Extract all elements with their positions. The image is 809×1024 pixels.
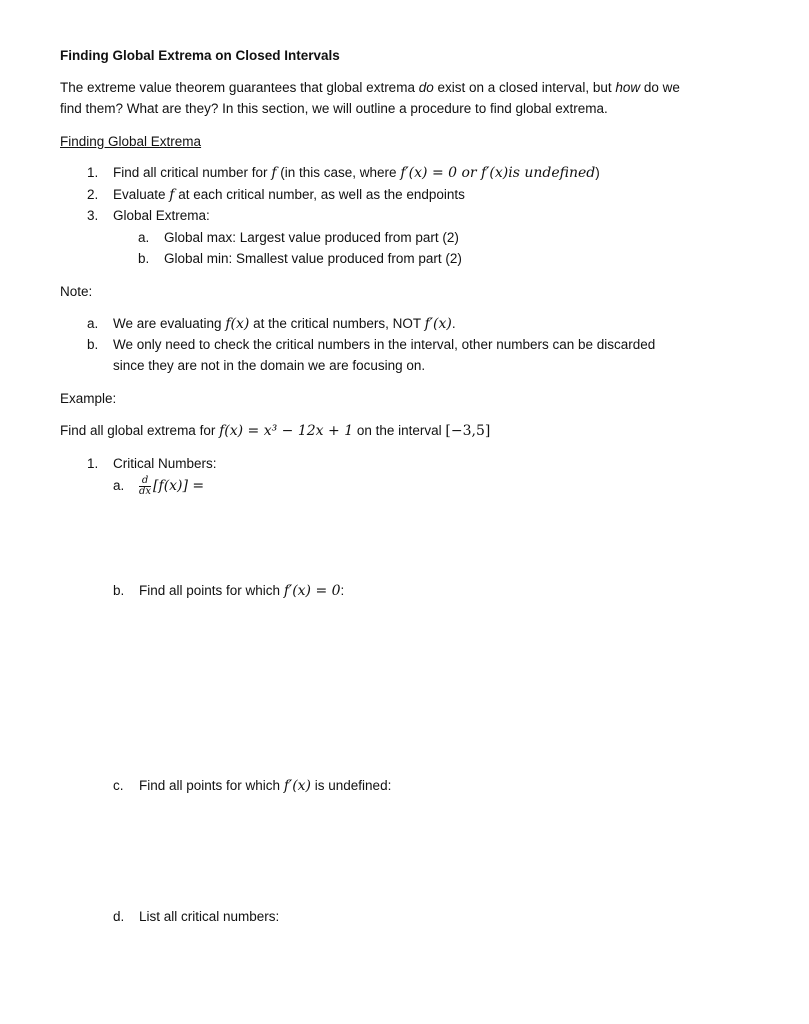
example-item-a (113, 476, 204, 497)
math-fprime: f′(x) (283, 778, 312, 794)
intro-paragraph-line2: find them? What are they? In this section, we will outline a procedure to find global extrema. (60, 101, 608, 116)
example-problem (60, 423, 490, 439)
note-item-b (87, 337, 655, 352)
math-f: f (271, 165, 277, 181)
math-condition: f′(x) = 0 or f′(x)is undefined (400, 165, 596, 181)
item-letter: c. (113, 778, 124, 793)
sub-letter: b. (138, 251, 150, 266)
example-text: on the interval (353, 423, 446, 438)
step-text: (in this case, where (276, 165, 401, 180)
procedure-step-2 (87, 187, 465, 203)
note-item-b-line2: since they are not in the domain we are focusing on. (113, 358, 426, 373)
example-label: Example: (60, 391, 117, 406)
math-derivative-expr: [f(x)] = (153, 478, 205, 495)
item-letter: a. (113, 478, 125, 494)
item-text: List all critical numbers: (139, 909, 280, 924)
sub-letter: a. (138, 230, 150, 245)
step-text: Find all critical number for (113, 165, 272, 180)
example-item-c (113, 778, 391, 794)
item-text: is undefined: (311, 778, 392, 793)
step-text: Critical Numbers: (113, 456, 217, 471)
procedure-step-3 (87, 208, 210, 223)
math-fprime-zero: f′(x) = 0 (283, 583, 341, 599)
page-title: Finding Global Extrema on Closed Intervals (60, 48, 340, 63)
example-text: Find all global extrema for (60, 423, 220, 438)
math-function: f(x) = x³ − 12x + 1 (219, 423, 354, 439)
sub-text: Global min: Smallest value produced from part (2) (164, 251, 462, 266)
note-letter: b. (87, 337, 99, 352)
item-text: Find all points for which (139, 778, 284, 793)
step-number: 3. (87, 208, 99, 223)
math-f: f (169, 187, 175, 203)
math-fx: f(x) (225, 316, 250, 332)
intro-paragraph-line1 (60, 80, 680, 95)
frac-numerator: d (139, 476, 151, 487)
step-text: Evaluate (113, 187, 170, 202)
math-interval: [−3,5] (445, 423, 491, 439)
intro-text: do we (640, 80, 680, 95)
intro-emphasis-do: do (418, 80, 434, 95)
derivative-operator (139, 476, 151, 497)
step-text: at each critical number, as well as the endpoints (174, 187, 465, 202)
note-text: We are evaluating (113, 316, 226, 331)
step-text: Global Extrema: (113, 208, 210, 223)
intro-text: The extreme value theorem guarantees that global extrema (60, 80, 419, 95)
intro-text: exist on a closed interval, but (433, 80, 616, 95)
item-letter: b. (113, 583, 125, 598)
step-text: ) (595, 165, 600, 180)
note-text: . (451, 316, 456, 331)
note-text: We only need to check the critical numbers in the interval, other numbers can be discarded (113, 337, 656, 352)
procedure-step-1 (87, 165, 600, 181)
item-text: Find all points for which (139, 583, 284, 598)
step-number: 1. (87, 456, 99, 471)
procedure-sub-b (138, 251, 462, 266)
frac-denominator: dx (139, 486, 152, 497)
intro-emphasis-how: how (615, 80, 641, 95)
example-item-b (113, 583, 344, 599)
step-number: 1. (87, 165, 99, 180)
procedure-heading: Finding Global Extrema (60, 134, 202, 149)
note-label: Note: (60, 284, 93, 299)
sub-text: Global max: Largest value produced from part (2) (164, 230, 459, 245)
note-letter: a. (87, 316, 99, 331)
item-text: : (340, 583, 345, 598)
example-item-d (113, 909, 279, 924)
procedure-sub-a (138, 230, 459, 245)
note-text: at the critical numbers, NOT (249, 316, 425, 331)
item-letter: d. (113, 909, 125, 924)
note-item-a (87, 316, 456, 332)
step-number: 2. (87, 187, 99, 202)
example-step-1 (87, 456, 217, 471)
math-fprime: f′(x) (424, 316, 452, 332)
